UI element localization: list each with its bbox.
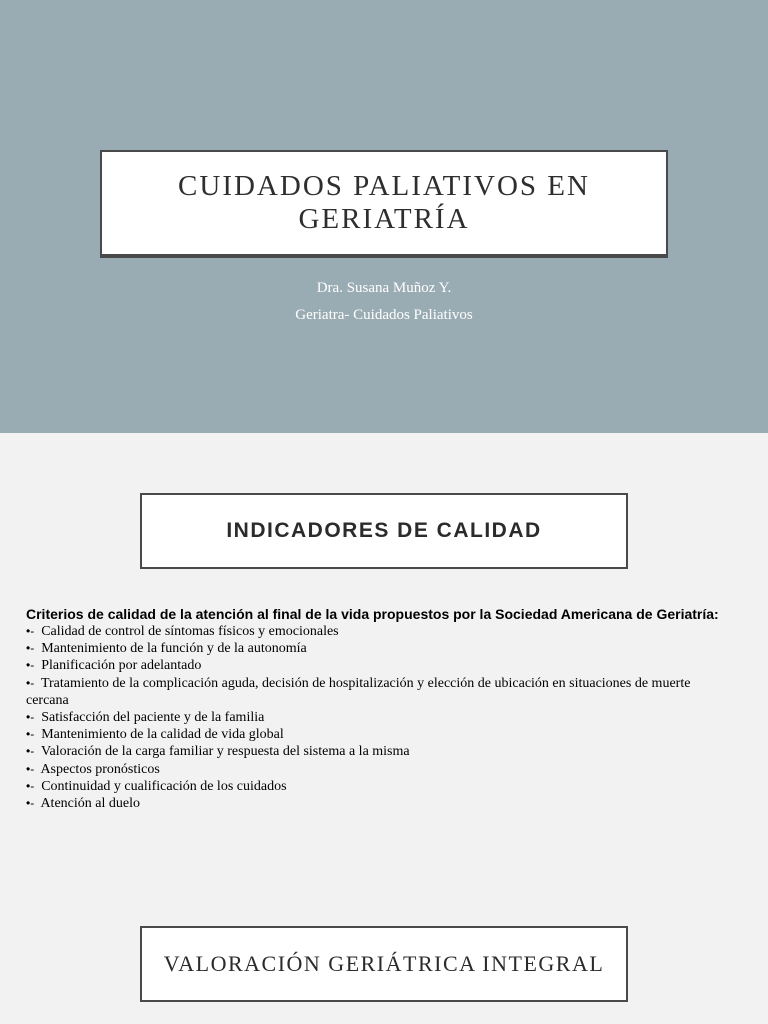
bullet-marker: •- bbox=[26, 675, 35, 690]
list-item bbox=[26, 623, 736, 640]
presentation-title: CUIDADOS PALIATIVOS EN GERIATRÍA bbox=[178, 170, 590, 235]
slide-title: VALORACIÓN GERIÁTRICA INTEGRAL bbox=[163, 951, 605, 976]
criteria-list bbox=[26, 623, 736, 812]
criteria-block bbox=[26, 606, 736, 812]
title-slide bbox=[0, 0, 768, 433]
bullet-marker: •- bbox=[26, 624, 35, 638]
list-item bbox=[26, 743, 736, 760]
list-item bbox=[26, 657, 736, 674]
bullet-marker: •- bbox=[26, 761, 35, 776]
list-item bbox=[26, 795, 736, 812]
list-item-text: Mantenimiento de la función y de la autonomía bbox=[41, 641, 307, 657]
list-item bbox=[26, 761, 736, 778]
slide-title-box bbox=[140, 926, 628, 1002]
list-item bbox=[26, 640, 736, 657]
list-item-text: Mantenimiento de la calidad de vida global bbox=[41, 727, 284, 743]
bullet-marker: •- bbox=[26, 778, 35, 793]
list-item bbox=[26, 709, 736, 726]
title-box bbox=[100, 150, 668, 256]
list-item-text: Tratamiento de la complicación aguda, decisión de hospitalización y elección de ubicación en situaciones de muerte cercana bbox=[26, 675, 691, 708]
bullet-marker: •- bbox=[26, 744, 35, 759]
bullet-marker: •- bbox=[26, 796, 35, 811]
list-item-text: Calidad de control de síntomas físicos y emocionales bbox=[41, 624, 339, 639]
slide-title-box bbox=[140, 493, 628, 569]
criteria-heading: Criterios de calidad de la atención al final de la vida propuestos por la Sociedad Americana de Geriatría: bbox=[26, 606, 719, 622]
bullet-marker: •- bbox=[26, 641, 35, 656]
author-name: Dra. Susana Muñoz Y. bbox=[316, 280, 452, 296]
author-role: Geriatra- Cuidados Paliativos bbox=[295, 307, 473, 323]
list-item-text: Planificación por adelantado bbox=[41, 658, 202, 674]
list-item-text: Aspectos pronósticos bbox=[40, 761, 160, 777]
list-item-text: Satisfacción del paciente y de la familia bbox=[41, 710, 265, 726]
bullet-marker: •- bbox=[26, 658, 35, 673]
list-item bbox=[26, 778, 736, 795]
list-item bbox=[26, 675, 736, 709]
list-item bbox=[26, 726, 736, 743]
slide-title: INDICADORES DE CALIDAD bbox=[226, 519, 542, 542]
list-item-text: Valoración de la carga familiar y respuesta del sistema a la misma bbox=[40, 744, 410, 760]
bullet-marker: •- bbox=[26, 710, 35, 725]
bullet-marker: •- bbox=[26, 727, 35, 742]
list-item-text: Continuidad y cualificación de los cuidados bbox=[41, 778, 287, 794]
list-item-text: Atención al duelo bbox=[40, 796, 140, 812]
